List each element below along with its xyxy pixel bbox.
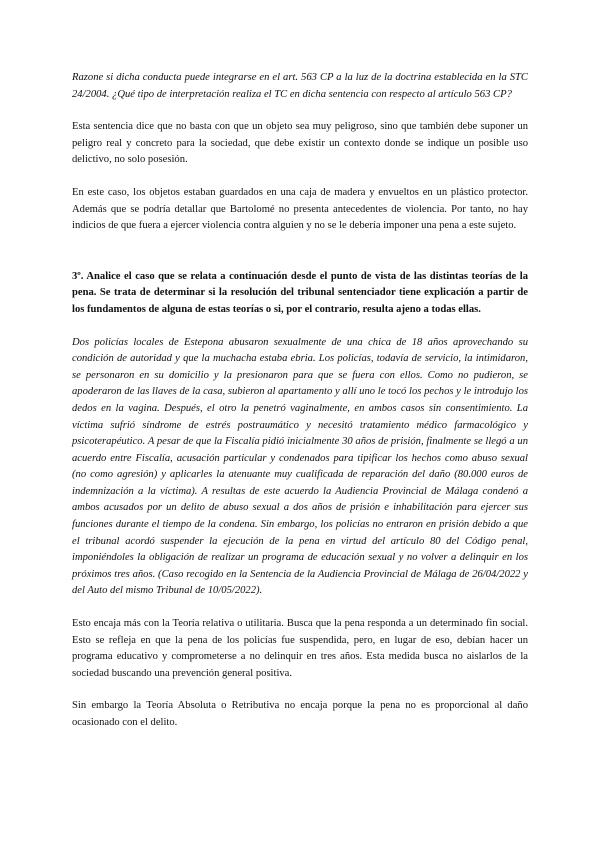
answer-3-paragraph-1: Esto encaja más con la Teoría relativa o utilitaria. Busca que la pena responda a un determinado fin social. Esto se refleja en que la pena de los policías fue suspendida, pero, en lugar de eso, debían hacer un programa educativo y comprometerse a no delinquir en tres años. Esta medida busca no aislarlos de la sociedad buscando una prevención general positiva.	[72, 618, 528, 679]
document-body	[72, 70, 528, 748]
answer-2-paragraph-1: Esta sentencia dice que no basta con que un objeto sea muy peligroso, sino que también debe suponer un peligro real y concreto para la sociedad, que debe existir un contexto donde se indique un posible uso delictivo, no solo posesión.	[72, 121, 528, 166]
section-spacer	[72, 251, 528, 269]
answer-2-paragraph-2: En este caso, los objetos estaban guardados en una caja de madera y envueltos en un plástico protector. Además que se podría detallar que Bartolomé no presenta antecedentes de violencia. Por tanto, no hay indicios de que fuera a ejercer violencia contra alguien y no se le debería imponer una pena a este sujeto.	[72, 186, 528, 232]
answer-3-paragraph-2: Sin embargo la Teoría Absoluta o Retributiva no encaja porque la pena no es proporcional al daño ocasionado con el delito.	[72, 700, 528, 728]
question-3-heading: 3º. Analice el caso que se relata a continuación desde el punto de vista de las distintas teorías de la pena. Se trata de determinar si la resolución del tribunal sentenciador tiene explicación a partir de los fundamentos de alguna de estas teorías o si, por el contrario, resulta ajeno a todas ellas.	[72, 270, 528, 315]
question-2-text: Razone si dicha conducta puede integrarse en el art. 563 CP a la luz de la doctrina establecida en la STC 24/2004. ¿Qué tipo de interpretación realiza el TC en dicha sentencia con respecto al artículo 563 CP?	[72, 72, 528, 100]
case-description: Dos policías locales de Estepona abusaron sexualmente de una chica de 18 años aprovechando su condición de autoridad y que la muchacha estaba ebria. Los policías, todavía de servicio, la intimidaron, se personaron en su domicilio y la presionaron para que se fuera con ellos. Como no pudieron, se apoderaron de las llaves de la casa, subieron al apartamento y allí uno le tocó los pechos y le introdujo los dedos en la vagina. Después, el otro la penetró vaginalmente, en ambos casos sin consentimiento. La víctima sufrió síndrome de estrés postraumático y necesitó tratamiento médico farmacológico y psicoterapéutico. A pesar de que la Fiscalía pidió inicialmente 30 años de prisión, finalmente se llegó a un acuerdo entre Fiscalía, acusación particular y condenados para tipificar los hechos como abuso sexual (no como agresión) y aplicarles la atenuante muy cualificada de reparación del daño (80.000 euros de indemnización a la víctima). A resultas de este acuerdo la Audiencia Provincial de Málaga condenó a ambos acusados por un delito de abuso sexual a dos años de prisión e inhabilitación para ejercer sus funciones durante el tiempo de la condena. Sin embargo, los policías no entraron en prisión debido a que el tribunal acordó suspender la ejecución de la pena en virtud del artículo 80 del Código penal, imponiéndoles la obligación de realizar un programa de educación sexual y no volver a delinquir en los próximos tres años. (Caso recogido en la Sentencia de la Audiencia Provincial de Málaga de 26/04/2022 y del Auto del mismo Tribunal de 10/05/2022).	[72, 336, 528, 597]
